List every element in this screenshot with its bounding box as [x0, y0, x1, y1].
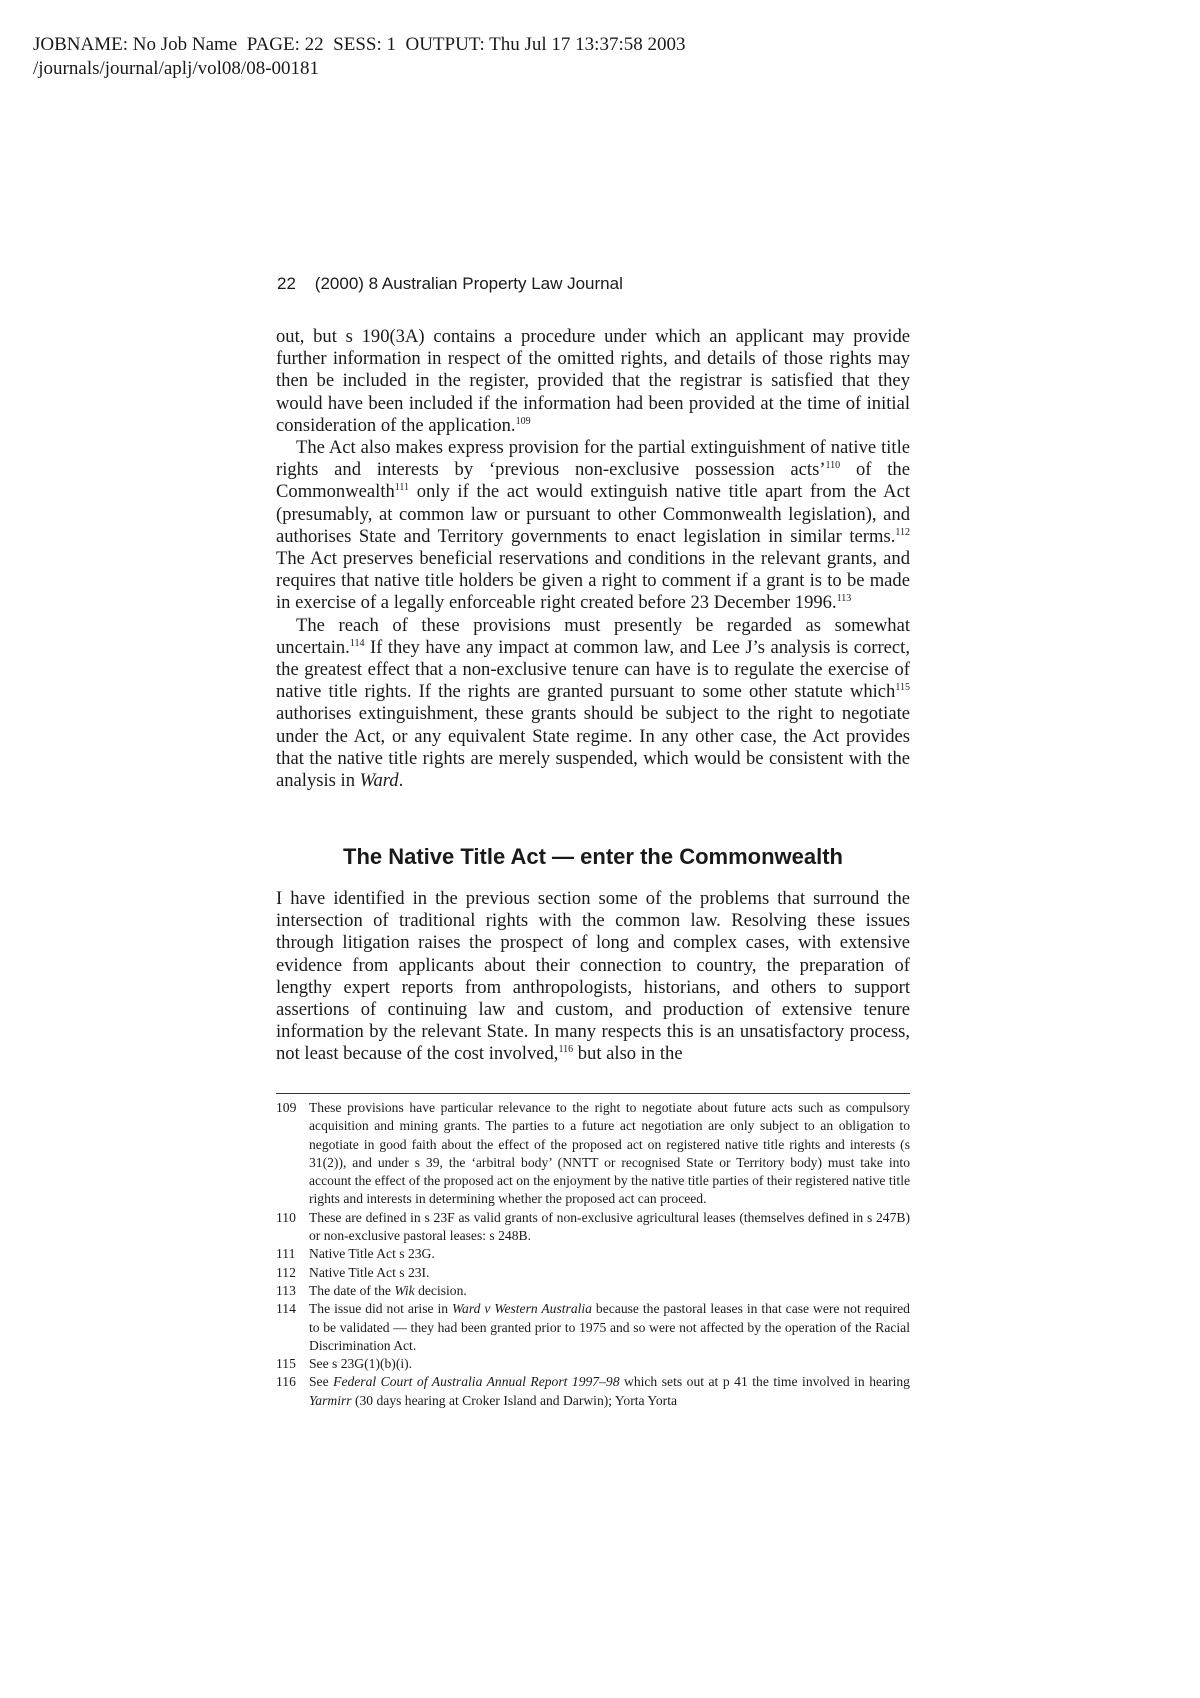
footnote — [276, 1282, 910, 1300]
paragraph-text: The Act preserves beneficial reservations and conditions in the relevant grants, and requires that native title holders be given a right to comment if a grant is to be made in exercise of a legally enforceable right created before 23 December 1996. — [276, 548, 910, 614]
footnote — [276, 1355, 910, 1373]
footnote — [276, 1245, 910, 1263]
body-text-top — [276, 326, 910, 792]
paragraph-text: authorises extinguishment, these grants should be subject to the right to negotiate under the Act, or any equivalent State regime. In any other case, the Act provides that the native title rights are merely suspended, which would be consistent with the analysis in — [276, 703, 910, 792]
footnote-number: 112 — [276, 1264, 296, 1280]
footnote-text: These provisions have particular relevance to the right to negotiate about future acts such as compulsory acquisition and mining grants. The parties to a future act negotiation are only subject to an obligation to negotiate in good faith about the effect of the proposed act on registered native title rights and interests (s 31(2)), and under s 39, the ‘arbitral body’ (NNTT or recognised State or Territory body) must take into account the effect of the proposed act on the enjoyment by the native title parties of their registered native title rights and interests in determining whether the proposed act can proceed. — [309, 1100, 910, 1207]
paragraph-text: . — [398, 770, 404, 792]
job-path-line: /journals/journal/aplj/vol08/08-00181 — [33, 58, 320, 79]
footnote-number: 109 — [276, 1100, 297, 1115]
paragraph-text: The reach of these provisions must presently be regarded as somewhat uncertain. — [276, 614, 910, 658]
footnote-ref: 114 — [349, 637, 365, 649]
paragraph-text: but also in the — [573, 1043, 683, 1065]
case-name: Ward v Western Australia — [451, 1301, 592, 1317]
footnote-number: 111 — [276, 1246, 296, 1262]
footnote-ref: 111 — [394, 482, 410, 494]
footnote-ref: 116 — [558, 1044, 574, 1056]
footnote-ref: 109 — [515, 415, 531, 427]
footnote-text: Native Title Act s 23I. — [309, 1264, 430, 1280]
job-info-header — [33, 33, 686, 81]
paragraph-text: only if the act would extinguish native title apart from the Act (presumably, at common law or pursuant to other Commonwealth legislation), and authorises State and Territory governments to enact legislation in similar terms. — [276, 481, 910, 547]
footnotes — [276, 1099, 910, 1410]
paragraph — [276, 326, 910, 437]
footnote-text: See — [309, 1374, 334, 1390]
paragraph-text: I have identified in the previous section some of the problems that surround the intersection of traditional rights with the common law. Resolving these issues through litigation raises the prospect of long and complex cases, with extensive evidence from applicants about their connection to country, the preparation of lengthy expert reports from anthropologists, historians, and others to support assertions of continuing law and custom, and production of extensive tenure information by the relevant State. In many respects this is an unsatisfactory process, not least because of the cost involved, — [276, 888, 910, 1065]
footnote — [276, 1264, 910, 1282]
footnote-number: 114 — [276, 1301, 296, 1317]
paragraph-text: If they have any impact at common law, and Lee J’s analysis is correct, the greatest effect that a non-exclusive tenure can have is to regulate the exercise of native title rights. If the rights are granted pursuant to some other statute which — [276, 636, 910, 703]
footnote — [276, 1099, 910, 1209]
footnote-text: These are defined in s 23F as valid grants of non-exclusive agricultural leases (themselves defined in s 247B) or non-exclusive pastoral leases: s 248B. — [309, 1209, 910, 1244]
body-text-bottom — [276, 888, 910, 1066]
footnote-ref: 112 — [895, 526, 910, 538]
footnote-text: which sets out at p 41 the time involved in hearing — [619, 1374, 910, 1390]
section-heading: The Native Title Act — enter the Commonwealth — [343, 844, 843, 869]
case-name: Ward — [359, 770, 399, 792]
footnote-ref: 113 — [836, 593, 852, 605]
footnote-number: 110 — [276, 1209, 296, 1225]
footnote-text: (30 days hearing at Croker Island and Darwin); Yorta Yorta — [351, 1392, 678, 1408]
footnote-text: The date of the — [309, 1282, 395, 1298]
paragraph — [276, 615, 910, 793]
paragraph-text: The Act also makes express provision for the partial extinguishment of native title rights and interests by ‘previous non-exclusive possession acts’ — [276, 437, 910, 481]
footnote-text: The issue did not arise in — [309, 1301, 452, 1317]
footnote-number: 116 — [276, 1374, 296, 1390]
footnote-text: Native Title Act s 23G. — [309, 1246, 435, 1262]
footnote-number: 115 — [276, 1356, 296, 1372]
footnote-divider — [276, 1093, 910, 1094]
footnote-text: because the pastoral leases in that case were not required to be validated — they had been granted prior to 1975 and so were not affected by the operation of the Racial Discrimination Act. — [309, 1301, 910, 1353]
paragraph — [276, 437, 910, 615]
footnote-number: 113 — [276, 1282, 296, 1298]
paragraph — [276, 888, 910, 1066]
running-head: 22 (2000) 8 Australian Property Law Journal — [277, 274, 623, 293]
job-info-line: JOBNAME: No Job Name PAGE: 22 SESS: 1 OUTPUT: Thu Jul 17 13:37:58 2003 — [33, 34, 686, 55]
footnote — [276, 1300, 910, 1355]
footnote-ref: 110 — [825, 460, 841, 472]
footnote — [276, 1209, 910, 1246]
case-name: Yarmirr — [309, 1392, 352, 1408]
footnote — [276, 1373, 910, 1410]
footnote-text: decision. — [414, 1282, 467, 1298]
footnote-ref: 115 — [895, 682, 910, 694]
case-name: Wik — [394, 1282, 415, 1298]
paragraph-text: of the Commonwealth — [276, 459, 910, 503]
footnote-text: See s 23G(1)(b)(i). — [309, 1356, 413, 1372]
report-title: Federal Court of Australia Annual Report 1997–98 — [333, 1374, 620, 1390]
paragraph-text: out, but s 190(3A) contains a procedure under which an applicant may provide further information in respect of the omitted rights, and details of those rights may then be included in the register, provided that the registrar is satisfied that they would have been included if the information had been provided at the time of initial consideration of the application. — [276, 326, 910, 436]
